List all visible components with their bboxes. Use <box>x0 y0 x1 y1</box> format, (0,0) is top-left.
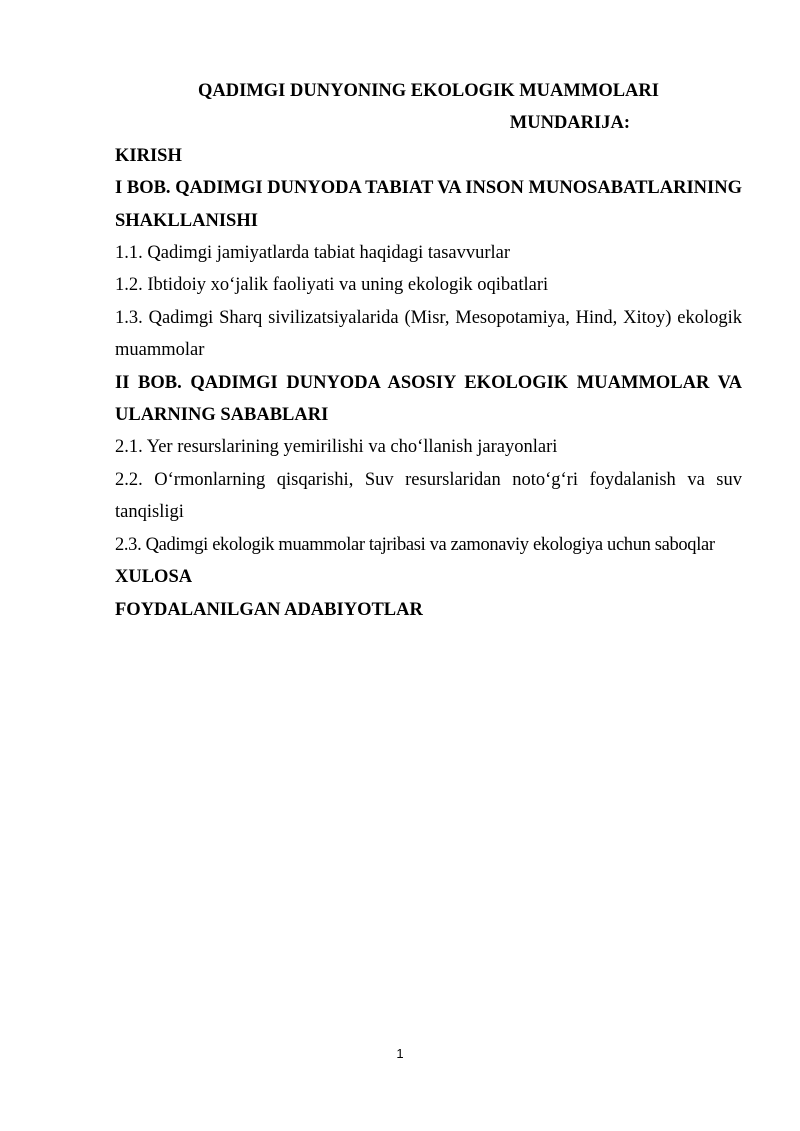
toc-item-chapter-1: I BOB. QADIMGI DUNYODA TABIAT VA INSON MUNOSABATLARINING SHAKLLANISHI <box>115 178 742 231</box>
toc-item-section-2-3: 2.3. Qadimgi ekologik muammolar tajribasi va zamonaviy ekologiya uchun saboqlar <box>115 534 715 555</box>
toc-item-section-1-1: 1.1. Qadimgi jamiyatlarda tabiat haqidagi tasavvurlar <box>115 243 511 264</box>
page-number: 1 <box>396 1046 404 1061</box>
toc-heading: MUNDARIJA: <box>509 113 630 134</box>
table-of-contents <box>115 140 742 626</box>
toc-item-chapter-2: II BOB. QADIMGI DUNYODA ASOSIY EKOLOGIK MUAMMOLAR VA ULARNING SABABLARI <box>115 372 742 426</box>
page-content <box>115 75 742 626</box>
toc-item-section-2-1: 2.1. Yer resurslarining yemirilishi va cho‘llanish jarayonlari <box>115 437 558 458</box>
toc-item-section-2-2: 2.2. O‘rmonlarning qisqarishi, Suv resurslaridan noto‘g‘ri foydalanish va suv tanqisligi <box>115 469 742 523</box>
toc-item-adabiyotlar: FOYDALANILGAN ADABIYOTLAR <box>115 599 423 620</box>
toc-item-section-1-2: 1.2. Ibtidoiy xo‘jalik faoliyati va uning ekologik oqibatlari <box>115 275 549 296</box>
toc-item-xulosa: XULOSA <box>115 567 193 588</box>
toc-item-section-1-3: 1.3. Qadimgi Sharq sivilizatsiyalarida (Misr, Mesopotamiya, Hind, Xitoy) ekologik muammolar <box>115 307 742 361</box>
toc-item-kirish: KIRISH <box>115 145 182 166</box>
document-title: QADIMGI DUNYONING EKOLOGIK MUAMMOLARI <box>198 81 659 101</box>
